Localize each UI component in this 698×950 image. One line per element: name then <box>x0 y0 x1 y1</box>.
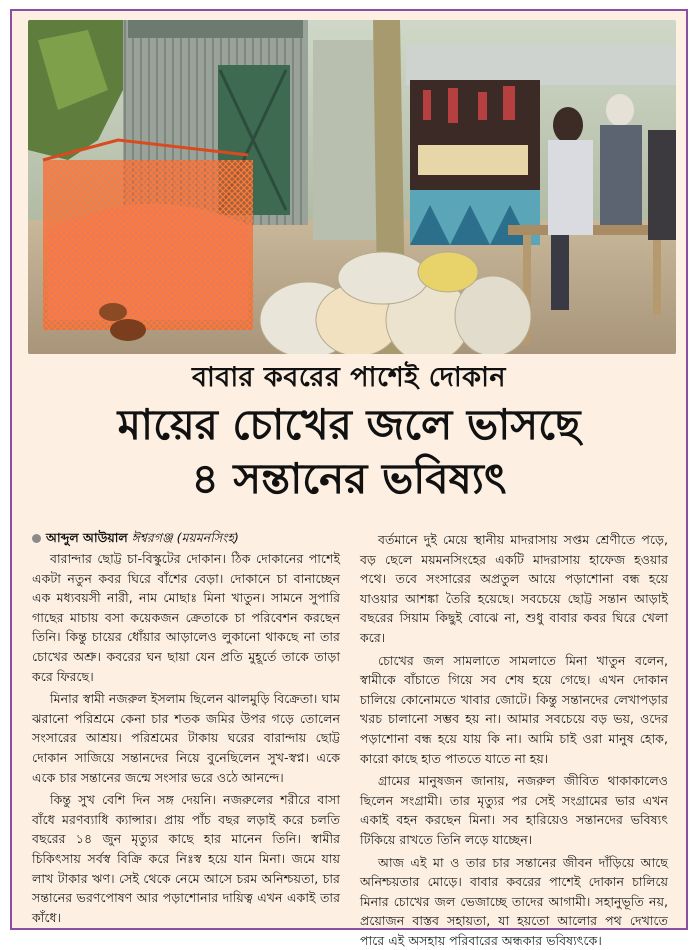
photo-icon <box>28 20 676 354</box>
paragraph: মিনার স্বামী নজরুল ইসলাম ছিলেন ঝালমুড়ি বিক্রেতা। ঘাম ঝরানো পরিশ্রমে কেনা চার শতক জমির উপর গড়ে তোলেন সংসারের আশ্রয়। পরিশ্রমের টাকায় ঘরের বারান্দায় ছোট্ট দোকান সাজিয়ে সন্তানদের নিয়ে বুনেছিলেন সুখ-স্বপ্ন। একে একে চার সন্তানের জন্মে সংসার ভরে ওঠে আনন্দে। <box>32 689 340 787</box>
right-column <box>360 530 668 950</box>
headline-line-1: মায়ের চোখের জলে ভাসছে <box>12 398 686 452</box>
paragraph: চোখের জল সামলাতে সামলাতে মিনা খাতুন বলেন, স্বামীকে বাঁচাতে গিয়ে সব শেষ হয়ে গেছে। এখন দোকান চালিয়ে কোনোমতে খাবার জোটে। কিন্তু সন্তানদের লেখাপড়ার খরচ চালানো সম্ভব হয় না। আমার সবচেয়ে বড় ভয়, ওদের পড়াশোনা বন্ধ হয়ে যায় কি না। আমি চাই ওরা মানুষ হোক, কারো কাছে হাত পাততে যাতে না হয়। <box>360 651 668 769</box>
paragraph: আজ এই মা ও তার চার সন্তানের জীবন দাঁড়িয়ে আছে অনিশ্চয়তার মোড়ে। বাবার কবরের পাশেই দোকান চালিয়ে মিনার চোখের জল ভেজাচ্ছে তাদের আগামী। সহানুভূতি নয়, প্রয়োজন বাস্তব সহায়তা, যা হয়তো আলোর পথ দেখাতে পারে এই অসহায় পরিবারের অন্ধকার ভবিষ্যৎকে। <box>360 853 668 950</box>
bullet-icon <box>32 534 41 543</box>
headline <box>12 398 686 506</box>
headline-line-2: ৪ সন্তানের ভবিষ্যৎ <box>12 452 686 506</box>
news-photo <box>28 20 676 354</box>
dateline: ঈশ্বরগঞ্জ (ময়মনসিংহ) <box>132 530 239 545</box>
newspaper-clipping <box>10 9 688 930</box>
left-column <box>32 549 340 927</box>
author-name: আব্দুল আউয়াল <box>46 530 128 545</box>
paragraph: গ্রামের মানুষজন জানায়, নজরুল জীবিত থাকাকালেও ছিলেন সংগ্রামী। তার মৃত্যুর পর সেই সংগ্রামের ভার এখন একাই বহন করছেন মিনা। সব হারিয়েও সন্তানদের ভবিষ্যৎ টিকিয়ে রাখতে তিনি লড়ে যাচ্ছেন। <box>360 771 668 849</box>
byline <box>32 530 239 550</box>
kicker-heading: বাবার কবরের পাশেই দোকান <box>12 357 686 402</box>
paragraph: কিন্তু সুখ বেশি দিন সঙ্গ দেয়নি। নজরুলের শরীরে বাসা বাঁধে মরণব্যাধি ক্যান্সার। প্রায় পাঁচ বছর লড়াই করে চলতি বছরের ১৪ জুন মৃত্যুর কাছে হার মানেন তিনি। স্বামীর চিকিৎসায় সর্বস্ব বিক্রি করে নিঃস্ব হয়ে যান মিনা। জমে যায় লাখ টাকার ঋণ। সেই থেকে নেমে আসে চরম অনিশ্চয়তা, চার সন্তানের ভরণপোষণ আর পড়াশোনার দায়িত্ব এখন একাই তার কাঁধে। <box>32 790 340 927</box>
paragraph: বর্তমানে দুই মেয়ে স্থানীয় মাদরাসায় সপ্তম শ্রেণীতে পড়ে, বড় ছেলে ময়মনসিংহের একটি মাদরাসায় হাফেজ হওয়ার পথে। তবে সংসারের অপ্রতুল আয়ে পড়াশোনা বন্ধ হয়ে যাওয়ার আশঙ্কা তৈরি হয়েছে। সবচেয়ে ছোট্ট সন্তান আড়াই বছরের সিয়াম কিছুই বোঝে না, শুধু বাবার কবর ঘিরে খেলা করে। <box>360 530 668 648</box>
paragraph: বারান্দার ছোট্ট চা-বিস্কুটের দোকান। ঠিক দোকানের পাশেই একটা নতুন কবর ঘিরে বাঁশের বেড়া। দোকানে চা বানাচ্ছেন এক মধ্যবয়সী নারী, নাম মোছাঃ মিনা খাতুন। সামনে সুপারি গাছের মাচায় বসা কয়েকজন ক্রেতাকে চা পরিবেশন করছেন তিনি। কিন্তু চায়ের ধোঁয়ার আড়ালেও লুকানো থাকছে না তার চোখের অশ্রু। কবরের ঘন ছায়া যেন প্রতি মুহূর্তে তাকে তাড়া করে ফিরছে। <box>32 549 340 686</box>
